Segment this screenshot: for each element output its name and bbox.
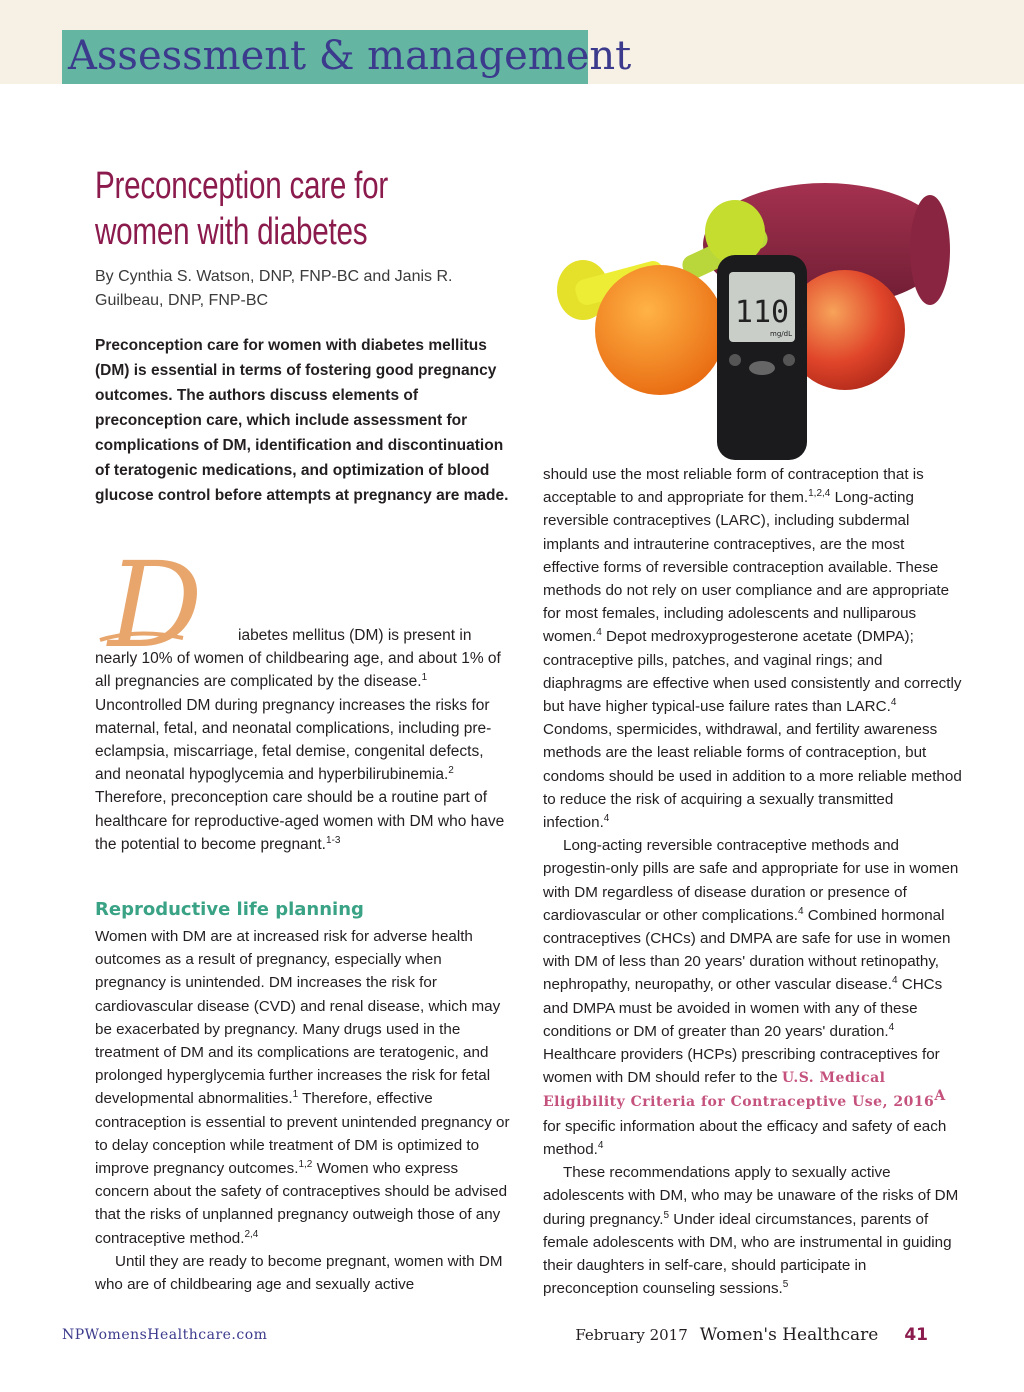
citation: 5 <box>663 1209 670 1221</box>
article-title: Preconception care for women with diabetes <box>95 165 389 253</box>
citation: 4 <box>890 696 897 708</box>
meter-button-center <box>749 361 775 375</box>
intro-text-2: Uncontrolled DM during pregnancy increases the risks for maternal, fetal, and neonatal complications, including pre-eclampsia, miscarriage, fetal demise, congenital defects, and neonatal hypoglycemia and hyperbilirubinemia. <box>95 696 492 784</box>
reproductive-planning-text <box>95 925 510 1296</box>
section-label <box>62 30 632 84</box>
diabetes-photo <box>545 170 965 460</box>
dumbbell-green-head <box>705 200 765 264</box>
body-text: Women who express concern about the safety of contraceptives should be advised that the risks of unplanned pregnancy outweigh those of any contraceptive method. <box>95 1160 508 1247</box>
body-text: Women with DM are at increased risk for adverse health outcomes as a result of pregnancy, especially when pregnancy is unintended. DM increases the risk for cardiovascular disease (CVD) and renal disease, which may be exacerbated by pregnancy. Many drugs used in the treatment of DM and its complications are teratogenic, and prolonged hyperglycemia further increases the risk for fetal developmental abnormalities. <box>95 928 501 1108</box>
meter-button-left <box>729 354 741 366</box>
intro-text <box>95 624 507 856</box>
orange <box>595 265 725 395</box>
body-text: Healthcare providers (HCPs) prescribing contraceptives for women with DM should refer to the <box>543 1046 940 1087</box>
citation: 4 <box>603 812 610 824</box>
citation: 1 <box>292 1089 299 1101</box>
intro-first-line: iabetes mellitus (DM) is present in <box>238 627 472 644</box>
meter-unit: mg/dL <box>770 330 792 338</box>
citation: 1-3 <box>325 834 341 846</box>
column-two-text <box>543 463 963 1300</box>
citation: 1 <box>421 672 428 684</box>
footer-info <box>575 1325 928 1345</box>
footer-site[interactable]: NPWomensHealthcare.com <box>62 1327 268 1343</box>
intro-text-3: Therefore, preconception care should be a routine part of healthcare for reproductive-aged women with DM who have the potential to become pregnant. <box>95 789 505 853</box>
byline: By Cynthia S. Watson, DNP, FNP-BC and Janis R. Guilbeau, DNP, FNP-BC <box>95 268 453 309</box>
citation: 1,2,4 <box>808 488 831 500</box>
body-text: Long-acting reversible contraceptives (LARC), including subdermal implants and intrauterine contraceptives, are the most effective forms of reversible contraception available. These methods do not rely on user compliance and are appropriate for most females, including adolescents and nulliparous women. <box>543 489 950 646</box>
citation: 4 <box>797 905 804 917</box>
meter-button-right <box>783 354 795 366</box>
citation: 4 <box>597 1139 604 1151</box>
citation: 2 <box>448 765 454 777</box>
body-text: These recommendations apply to sexually active adolescents with DM, who may be unaware of the risks of DM during pregnancy. <box>543 1164 959 1228</box>
guideline-link-ref[interactable]: A <box>934 1088 946 1105</box>
body-text: Under ideal circumstances, parents of female adolescents with DM, who are instrumental in guiding their daughters in self-care, should participate in preconception counseling sessions. <box>543 1210 952 1298</box>
guideline-link[interactable]: U.S. Medical Eligibility Criteria for Contraceptive Use, 2016 <box>543 1070 935 1111</box>
footer-date: February 2017 <box>575 1326 688 1344</box>
citation: 1,2 <box>298 1158 313 1170</box>
body-text: Depot medroxyprogesterone acetate (DMPA); contraceptive pills, patches, and vaginal rings; and diaphragms are effective when used consistently and correctly but have higher typical-use failure rates than LARC. <box>543 628 962 716</box>
subheading: Reproductive life planning <box>95 899 364 920</box>
citation: 2,4 <box>244 1228 259 1240</box>
citation: 4 <box>596 627 602 639</box>
citation: 5 <box>782 1279 789 1291</box>
body-text: Long-acting reversible contraceptive methods and progestin-only pills are safe and appropriate for use in women with DM regardless of disease duration or presence of cardiovascular or other complications. <box>543 837 959 924</box>
footer-magazine: Women's Healthcare <box>699 1325 879 1345</box>
section-label-text: Assessment & management <box>68 33 632 79</box>
citation: 4 <box>891 975 898 987</box>
drop-cap-letter: D <box>108 548 203 658</box>
abstract: Preconception care for women with diabetes mellitus (DM) is essential in terms of fostering good pregnancy outcomes. The authors discuss elements of preconception care, which include assessment for complications of DM, identification and discontinuation of teratogenic medications, and optimization of blood glucose control before attempts at pregnancy are made. <box>95 337 509 504</box>
body-text: Therefore, effective contraception is essential to prevent unintended pregnancy or to delay conception while treatment of DM is optimized to improve pregnancy outcomes. <box>95 1090 510 1178</box>
body-text: Combined hormonal contraceptives (CHCs) and DMPA are safe for use in women with DM of less than 20 years' duration without retinopathy, nephropathy, neuropathy, or other vascular disease. <box>543 906 951 994</box>
body-text: for specific information about the efficacy and safety of each method. <box>543 1117 947 1158</box>
body-paragraph: Until they are ready to become pregnant, women with DM who are of childbearing age and sexually active <box>95 1252 503 1294</box>
body-text: should use the most reliable form of contraception that is acceptable to and appropriate for them. <box>543 466 924 507</box>
page-number: 41 <box>904 1325 928 1345</box>
citation: 4 <box>888 1021 895 1033</box>
body-text: Condoms, spermicides, withdrawal, and fertility awareness methods are the least reliable forms of contraception, but condoms should be used in addition to a more reliable method to reduce the risk of acquiring a sexually transmitted infection. <box>543 721 962 832</box>
meter-reading: 110 <box>734 295 790 330</box>
intro-text-1: nearly 10% of women of childbearing age, and about 1% of all pregnancies are complicated by the disease. <box>95 650 501 691</box>
towel-roll-end <box>910 195 950 305</box>
body-text: CHCs and DMPA must be avoided in women with any of these conditions or DM of greater than 20 years' duration. <box>543 976 943 1040</box>
